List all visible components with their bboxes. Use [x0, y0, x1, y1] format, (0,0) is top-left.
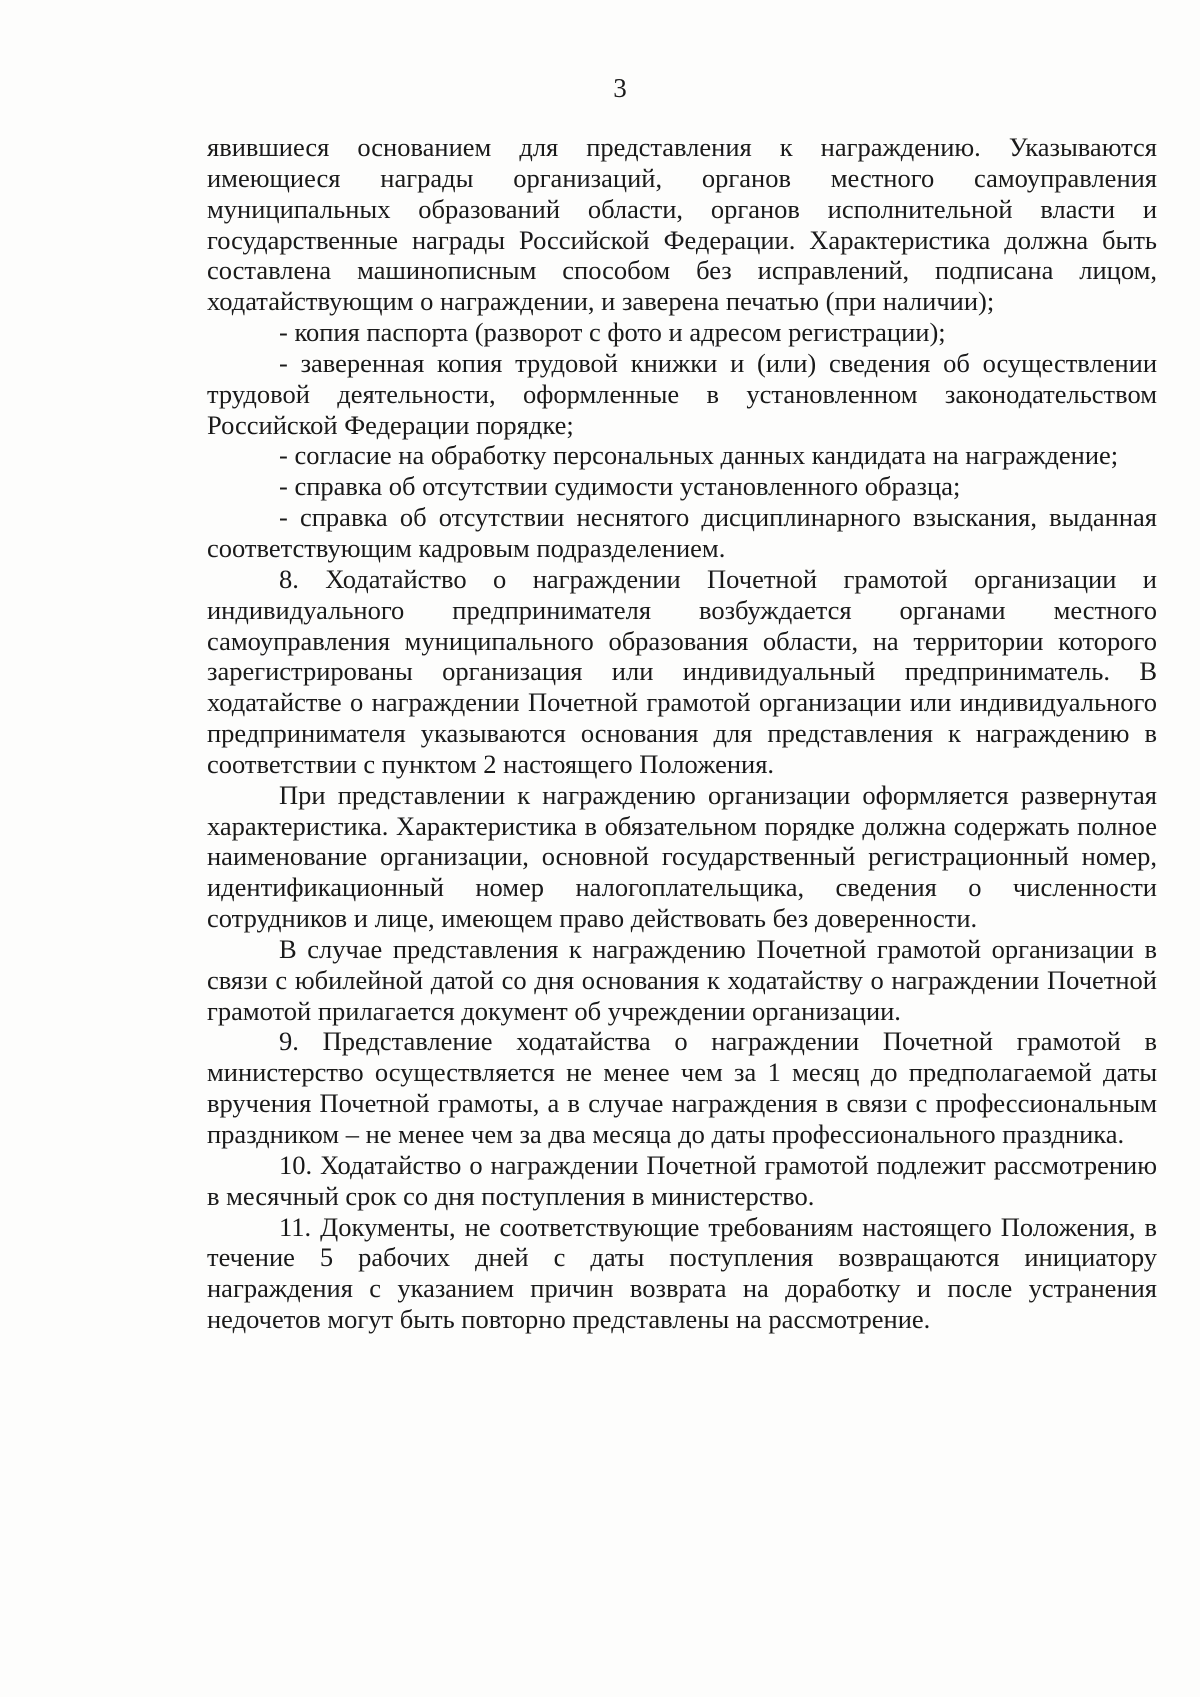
clause-10: 10. Ходатайство о награждении Почетной грамотой подлежит рассмотрению в месячный срок со дня поступления в министерство.: [207, 1149, 1157, 1211]
list-item-data-consent: - согласие на обработку персональных данных кандидата на награждение;: [279, 440, 1119, 471]
paragraph: При представлении к награждению организации оформляется развернутая характеристика. Характеристика в обязательном порядке должна содержать полное наименование организации, основной государственный регистрационный номер, идентификационный номер налогоплательщика, сведения о численности сотрудников и лице, имеющем право действовать без доверенности.: [207, 779, 1157, 934]
document-body: [207, 132, 1157, 1335]
paragraph: В случае представления к награждению Почетной грамотой организации в связи с юбилейной датой со дня основания к ходатайству о награждении Почетной грамотой прилагается документ об учреждении организации.: [207, 933, 1157, 1026]
page-number: 3: [613, 73, 627, 103]
clause-8: 8. Ходатайство о награждении Почетной грамотой организации и индивидуального предпринимателя возбуждается органами местного самоуправления муниципального образования области, на территории которого зарегистрированы организация или индивидуальный предприниматель. В ходатайстве о награждении Почетной грамотой организации или индивидуального предпринимателя указываются основания для представления к награждению в соответствии с пунктом 2 настоящего Положения.: [207, 563, 1157, 779]
list-item-passport-copy: - копия паспорта (разворот с фото и адресом регистрации);: [279, 317, 946, 348]
list-item-disciplinary-record: - справка об отсутствии неснятого дисциплинарного взыскания, выданная соответствующим кадровым подразделением.: [207, 502, 1157, 563]
clause-9: 9. Представление ходатайства о награждении Почетной грамотой в министерство осуществляется не менее чем за 1 месяц до предполагаемой даты вручения Почетной грамоты, а в случае награждения в связи с профессиональным праздником – не менее чем за два месяца до даты профессионального праздника.: [207, 1026, 1157, 1149]
paragraph: явившиеся основанием для представления к награждению. Указываются имеющиеся награды организаций, органов местного самоуправления муниципальных образований области, органов исполнительной власти и государственные награды Российской Федерации. Характеристика должна быть составлена машинописным способом без исправлений, подписана лицом, ходатайствующим о награждении, и заверена печатью (при наличии);: [207, 132, 1157, 317]
list-item-criminal-record: - справка об отсутствии судимости установленного образца;: [279, 471, 961, 502]
clause-11: 11. Документы, не соответствующие требованиям настоящего Положения, в течение 5 рабочих дней с даты поступления возвращаются инициатору награждения с указанием причин возврата на доработку и после устранения недочетов могут быть повторно представлены на рассмотрение.: [207, 1211, 1157, 1335]
list-item-work-record: - заверенная копия трудовой книжки и (или) сведения об осуществлении трудовой деятельности, оформленные в установленном законодательством Российской Федерации порядке;: [207, 347, 1157, 440]
